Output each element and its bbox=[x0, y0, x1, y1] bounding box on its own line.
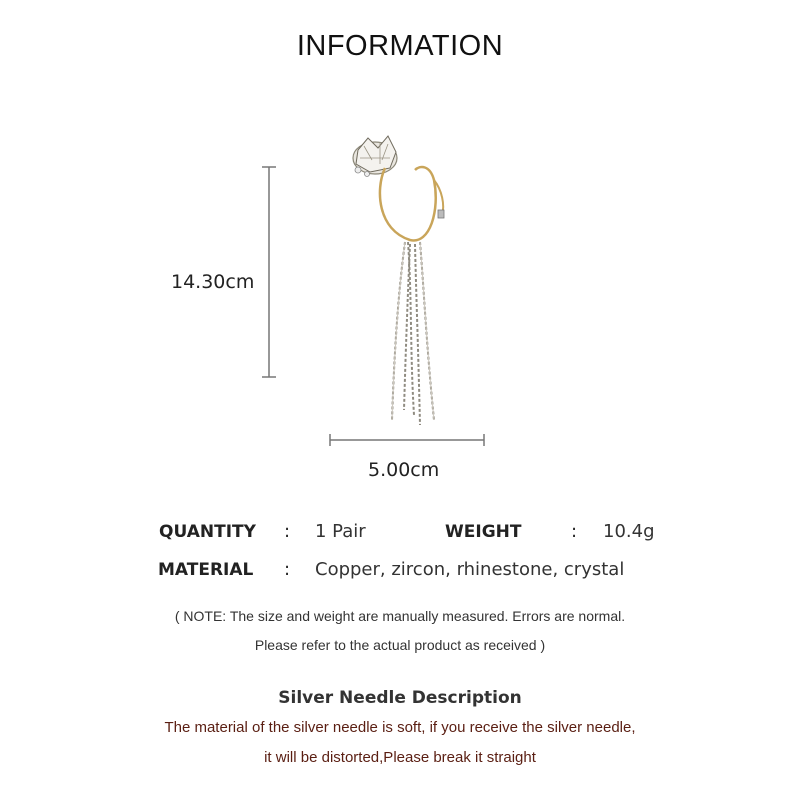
silver-needle-line-1: The material of the silver needle is soft, if you receive the silver needle, bbox=[164, 719, 636, 736]
ear-cuff-product-image bbox=[330, 130, 490, 430]
quantity-label: QUANTITY bbox=[159, 522, 256, 542]
width-label: 5.00cm bbox=[368, 459, 440, 481]
weight-colon: : bbox=[571, 521, 578, 542]
page-title: INFORMATION bbox=[296, 30, 504, 62]
quantity-value: 1 Pair bbox=[315, 521, 366, 542]
gold-wire bbox=[380, 167, 436, 240]
quantity-colon: : bbox=[284, 521, 291, 542]
silver-needle-title: Silver Needle Description bbox=[278, 688, 522, 708]
note-line-2: Please refer to the actual product as received ) bbox=[254, 637, 546, 653]
material-value: Copper, zircon, rhinestone, crystal bbox=[315, 559, 625, 580]
material-colon: : bbox=[284, 559, 291, 580]
note-line-1: ( NOTE: The size and weight are manually measured. Errors are normal. bbox=[174, 608, 626, 624]
tassel-chains bbox=[392, 242, 434, 425]
weight-label: WEIGHT bbox=[445, 522, 522, 542]
height-label: 14.30cm bbox=[171, 271, 255, 293]
material-label: MATERIAL bbox=[158, 560, 254, 580]
weight-value: 10.4g bbox=[603, 521, 655, 542]
height-dimension-line bbox=[258, 162, 282, 382]
width-dimension-line bbox=[326, 432, 488, 448]
crystal-cluster bbox=[353, 136, 397, 177]
silver-needle-line-2: it will be distorted,Please break it straight bbox=[264, 749, 536, 766]
